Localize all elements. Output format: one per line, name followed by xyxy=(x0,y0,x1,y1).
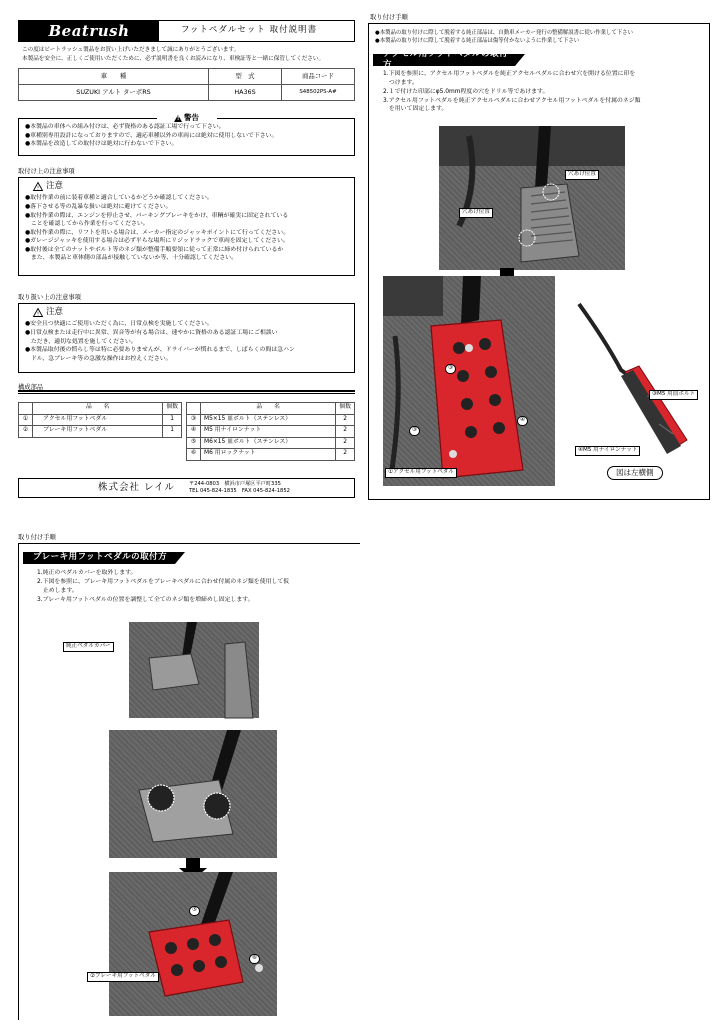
parts-label: 構成部品 xyxy=(18,384,355,394)
install-caution-item: ●取付作業の際は、エンジンを停止させ、パーキングブレーキをかけ、車輌が確実に固定されている xyxy=(25,212,289,219)
parts-table-left xyxy=(18,402,182,438)
intro-line: この度はビートラッシュ製品をお買い上げいただきまして誠にありがとうございます。 xyxy=(22,47,240,53)
parts-header-name: 品 名 xyxy=(201,403,336,415)
parts-num: ③ xyxy=(187,414,201,426)
company-name: 株式会社 レイル xyxy=(97,481,175,493)
install-caution-item: ●取付後は全てのナットやボルト等のネジ類が整備手順要領に従って正常に締め付けられているか xyxy=(25,246,284,253)
document-header xyxy=(18,20,355,42)
handling-caution-item: ●本製品取付後の慣らし等は特に必要ありませんが、ドライバーが慣れるまで、しばらくの間は急ハン xyxy=(25,347,295,354)
accel-pedal-callout: ①アクセル用フットペダル xyxy=(385,468,457,478)
handling-caution-item: ●安全且つ快適にご使用いただく為に、日常点検を実施してください。 xyxy=(25,321,213,328)
parts-qty: 1 xyxy=(163,414,182,426)
handling-caution-item: ただき、適切な処置を施してください。 xyxy=(25,338,137,345)
parts-qty: 2 xyxy=(336,414,355,426)
install-caution-item: また、本製品と車体側の部品が接触していないか等、十分確認してください。 xyxy=(25,255,238,262)
warning-item: ●本製品の車体への組み付けは、必ず資格のある認証工場で行って下さい。 xyxy=(25,124,225,131)
install-caution-item: ことを確認してから作業を行ってください。 xyxy=(25,221,149,228)
brake-section-label: 取り付け手順 xyxy=(18,534,62,544)
parts-name: M5×15 皿ボルト（ステンレス） xyxy=(201,414,336,426)
warning-title: 警告 xyxy=(184,113,199,122)
caution-icon xyxy=(33,182,43,191)
install-caution-label: 取付け上の注意事項 xyxy=(18,168,79,178)
company-address xyxy=(189,481,290,495)
nut-number-callout: ④ xyxy=(517,416,528,426)
accel-step: 1.下図を参照に、アクセル用フットペダルを純正アクセルペダルに合わせ穴を開ける位置に印を xyxy=(383,71,636,77)
handling-caution-item: ●日常点検または走行中に異常、異音等が有る場合は、速やかに資格のある認証工場にご相談い xyxy=(25,330,278,337)
accel-note: ●本製品の取り付けに際して脱着する純正部品は傷等付かないように作業して下さい xyxy=(375,37,580,44)
vehicle-table xyxy=(18,68,355,101)
accel-section xyxy=(368,23,710,500)
parts-name: アクセル用フットペダル xyxy=(33,414,163,426)
side-view-drawing xyxy=(575,300,701,460)
brake-pedal-callout: ②ブレーキ用フットペダル xyxy=(87,972,159,982)
parts-name: M6×15 皿ボルト（ステンレス） xyxy=(201,437,336,449)
warning-item: ●本製品を改造しての取付けは絶対に行わないで下さい。 xyxy=(25,141,178,148)
brake-step: 1.純正のペダルカバーを取外します。 xyxy=(37,570,137,576)
parts-header-num xyxy=(187,403,201,415)
warning-box xyxy=(18,113,355,156)
bolt-number-callout: ③ xyxy=(409,426,420,436)
m5-bolt-callout: ③M5 用皿ボルト xyxy=(649,390,698,400)
left-side-view-badge: 図は左横側 xyxy=(607,466,663,480)
installed-brake-photo xyxy=(90,872,277,1016)
accel-step: 2.１で付けた印部にφ5.0mm程度の穴をドリル等であけます。 xyxy=(383,88,549,95)
accel-title: アクセル用フットペダルの取付方 xyxy=(373,54,515,66)
install-caution-item: ●取付作業の際に、リフトを用いる場合は、メーカー指定のジャッキポイントにて行ってください。 xyxy=(25,229,290,236)
accel-step: 3.アクセル用フットペダルを純正アクセルペダルに合わせアクセル用フットペダルを付属のネジ類 xyxy=(383,97,641,104)
install-caution-item: ●落下させる等の乱暴な扱いは絶対に避けてください。 xyxy=(25,204,172,211)
install-caution-item: ●ガレージジャッキを使用する場合は必ず平らな場所にリジッドラックで車両を固定してください。 xyxy=(25,238,289,245)
stock-accel-illustration xyxy=(439,126,625,270)
brand-logo: Beatrush xyxy=(19,21,159,41)
side-view-illustration xyxy=(575,300,701,460)
parts-num: ② xyxy=(19,426,33,438)
accel-notes xyxy=(375,30,633,46)
brake-step: 止めします。 xyxy=(37,587,78,594)
company-address-line: 〒244-0803 横浜市戸塚区平戸町335 xyxy=(189,480,281,487)
parts-name: M6 用ロックナット xyxy=(201,449,336,461)
installed-accel-illustration xyxy=(383,276,555,486)
parts-header-qty: 個数 xyxy=(336,403,355,415)
parts-header-num xyxy=(19,403,33,415)
m5-nut-callout: ④M5 用ナイロンナット xyxy=(575,446,640,456)
caution-icon xyxy=(33,308,43,317)
handling-caution-item: ドル、急ブレーキ等の急激な操作はお控えください。 xyxy=(25,355,172,362)
hole-position-callout: 穴あけ位置 xyxy=(565,170,599,180)
document-title: フットペダルセット 取付説明書 xyxy=(181,25,318,36)
parts-label-rule xyxy=(18,384,355,392)
svg-text:!: ! xyxy=(36,311,40,318)
company-contact-line: TEL 045-824-1835 FAX 045-824-1852 xyxy=(189,488,290,494)
brake-step: 2.下図を参照に、ブレーキ用フットペダルをブレーキペダルに合わせ付属のネジ類を使用して仮 xyxy=(37,578,290,585)
parts-name: ブレーキ用フットペダル xyxy=(33,426,163,438)
bolt-number-callout: ⑤ xyxy=(189,906,200,916)
parts-qty: 2 xyxy=(336,426,355,438)
install-caution-item: ●取付作業の前に装着車種と適合しているかどうか確認してください。 xyxy=(25,195,213,202)
parts-header-qty: 個数 xyxy=(163,403,182,415)
stock-accel-photo xyxy=(439,126,625,270)
brake-title: ブレーキ用フットペダルの取付方 xyxy=(23,552,175,564)
brake-section xyxy=(18,543,360,1020)
install-caution-title: 注意 xyxy=(46,181,64,191)
install-caution-box xyxy=(18,177,355,276)
handling-caution-label: 取り扱い上の注意事項 xyxy=(18,294,85,304)
installed-brake-illustration xyxy=(109,872,277,1016)
installed-accel-photo xyxy=(383,276,555,486)
brake-cover-removed-photo xyxy=(109,730,277,858)
svg-text:!: ! xyxy=(36,185,40,192)
vehicle-model: SUZUKI アルト ターボRS xyxy=(19,85,209,101)
parts-header-name: 品 名 xyxy=(33,403,163,415)
vehicle-header-code: 商品コード xyxy=(282,69,355,85)
brake-step: 3.ブレーキ用フットペダルの位置を調整して全てのネジ類を増締めし固定します。 xyxy=(37,596,254,603)
stock-cover-callout: 純正ペダルカバー xyxy=(63,642,114,652)
parts-qty: 2 xyxy=(336,437,355,449)
company-footer xyxy=(18,478,355,498)
accel-section-label: 取り付け手順 xyxy=(370,14,412,24)
parts-num: ① xyxy=(19,414,33,426)
parts-num: ⑤ xyxy=(187,437,201,449)
handling-caution-heading xyxy=(33,307,348,318)
parts-qty: 2 xyxy=(336,449,355,461)
install-caution-heading xyxy=(33,181,348,192)
vehicle-header-model: 車 種 xyxy=(19,69,209,85)
intro-line: 本製品を安全に、正しくご使用いただくために、必ず説明書を良くお読みになり、車検証等と一緒に保管してください。 xyxy=(22,55,325,62)
accel-step: を用いて固定します。 xyxy=(383,106,448,113)
brake-bare-illustration xyxy=(109,730,277,858)
parts-table-right xyxy=(186,402,355,461)
stock-brake-illustration xyxy=(129,622,259,718)
nut-number-callout: ⑥ xyxy=(249,954,260,964)
intro-text xyxy=(22,46,355,63)
accel-step: つけます。 xyxy=(383,79,418,86)
vehicle-type: HA36S xyxy=(209,85,282,101)
vehicle-header-type: 型 式 xyxy=(209,69,282,85)
parts-num: ④ xyxy=(187,426,201,438)
parts-name: M5 用ナイロンナット xyxy=(201,426,336,438)
parts-num: ⑥ xyxy=(187,449,201,461)
vehicle-code: S48502PS-A# xyxy=(282,85,355,101)
warning-heading xyxy=(157,113,217,123)
handling-caution-box xyxy=(18,303,355,373)
brake-steps xyxy=(37,569,289,604)
accel-note: ●本製品の取り付けに際して脱着する純正部品は、自動車メーカー発行の整備解説書に従い作業して下さい xyxy=(375,30,633,36)
warning-icon xyxy=(174,115,182,122)
accel-steps xyxy=(383,70,641,114)
bolt-number-callout: ③ xyxy=(445,364,456,374)
handling-caution-title: 注意 xyxy=(46,307,64,317)
parts-qty: 1 xyxy=(163,426,182,438)
warning-item: ●車種別専用設計になっておりますので、適応車種以外の車両には絶対に使用しないで下さい。 xyxy=(25,132,278,139)
stock-brake-photo xyxy=(129,622,259,718)
hole-position-callout: 穴あけ位置 xyxy=(459,208,493,218)
